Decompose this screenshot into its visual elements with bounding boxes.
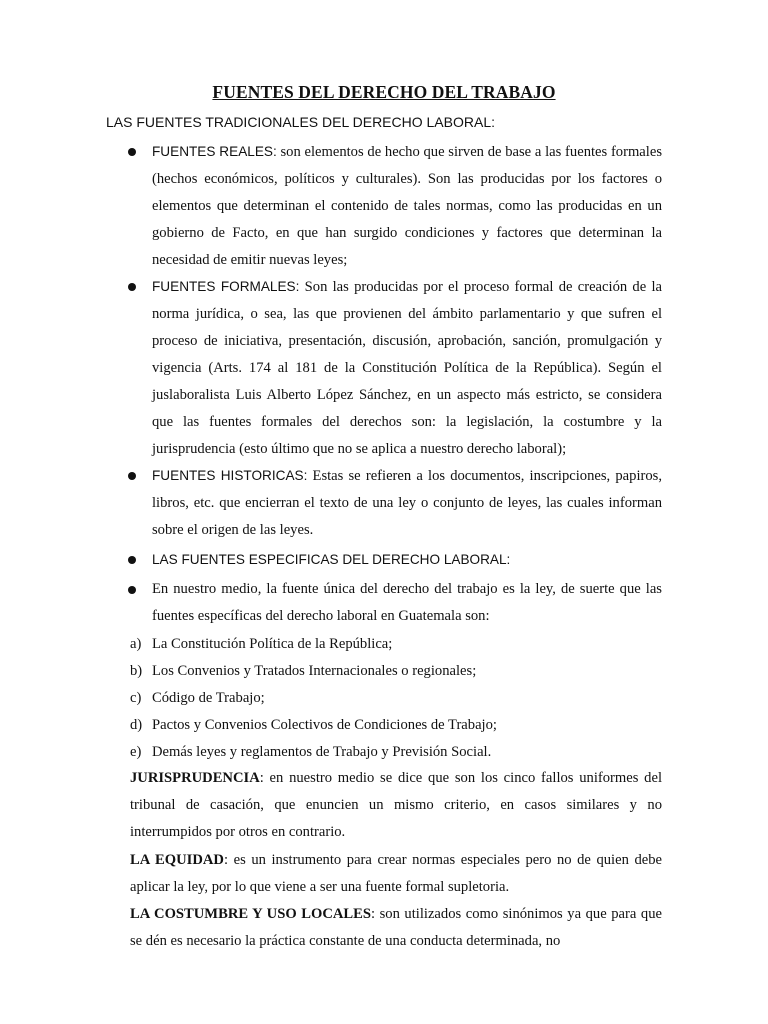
paragraph-equidad [130,847,662,901]
enum-letter: e) [130,744,142,760]
section-subheading: LAS FUENTES TRADICIONALES DEL DERECHO LABORAL: [106,114,495,130]
enum-letter: c) [130,690,142,706]
list-item-fuentes-reales [152,138,662,274]
enum-item-text: Los Convenios y Tratados Internacionales o regionales; [152,663,477,679]
page-title: FUENTES DEL DERECHO DEL TRABAJO [212,82,556,102]
list-item-label: LAS FUENTES ESPECIFICAS DEL DERECHO LABORAL: [152,552,511,567]
list-item-fuentes-historicas [152,462,662,544]
enum-item-text: La Constitución Política de la República; [152,636,393,652]
list-item-text: En nuestro medio, la fuente única del derecho del trabajo es la ley, de suerte que las fuentes específicas del derecho laboral en Guatemala son: [152,581,662,624]
paragraph-text: : son utilizados como sinónimos ya que para que se dén es necesario la práctica constante de una conducta determinada, no [130,906,662,949]
bullet-icon [128,148,136,156]
list-item-label: FUENTES HISTORICAS: [152,468,308,483]
list-item-label: FUENTES FORMALES: [152,279,300,294]
paragraph-text: : en nuestro medio se dice que son los cinco fallos uniformes del tribunal de casación, que enuncien un mismo criterio, en casos similares y no interrumpidos por otros en contrario. [130,770,662,840]
enum-item-text: Demás leyes y reglamentos de Trabajo y Previsión Social. [152,744,492,760]
enum-item-text: Pactos y Convenios Colectivos de Condiciones de Trabajo; [152,717,497,733]
list-item-text: Son las producidas por el proceso formal de creación de la norma jurídica, o sea, las que provienen del ámbito parlamentario y que sufren el proceso de iniciativa, presentación, discusión, aprobación, sanción, promulgación y vigencia (Arts. 174 al 181 de la Constitución Política de la República). Según el juslaboralista Luis Alberto López Sánchez, en un aspecto más estricto, se considera que las fuentes formales del derechos son: la legislación, la costumbre y la jurisprudencia (esto último que no se aplica a nuestro derecho laboral); [152,279,662,457]
paragraph-costumbre [130,901,662,955]
list-item-nuestro-medio [152,576,662,630]
list-item-fuentes-formales [152,273,662,463]
paragraph-term: LA COSTUMBRE Y USO LOCALES [130,906,371,922]
list-item-fuentes-especificas [152,546,662,574]
enum-letter: a) [130,636,142,652]
bullet-icon [128,556,136,564]
list-item-label: FUENTES REALES: [152,144,277,159]
list-item-text: Estas se refieren a los documentos, inscripciones, papiros, libros, etc. que encierran el texto de una ley o conjunto de leyes, las cuales informan sobre el origen de las leyes. [152,468,662,538]
bullet-icon [128,472,136,480]
list-item-text: son elementos de hecho que sirven de base a las fuentes formales (hechos económicos, políticos y culturales). Son las producidas por los factores o elementos que determinan el contenido de tales normas, como las producidas en un gobierno de Facto, en que han surgido condiciones y factores que determinan la necesidad de emitir nuevas leyes; [152,144,662,268]
bullet-icon [128,586,136,594]
paragraph-jurisprudencia [130,765,662,846]
enum-letter: d) [130,717,143,733]
paragraph-text: : es un instrumento para crear normas especiales pero no de quien debe aplicar la ley, por lo que viene a ser una fuente formal supletoria. [130,852,662,895]
paragraph-term: LA EQUIDAD [130,852,224,868]
paragraph-term: JURISPRUDENCIA [130,770,260,786]
bullet-icon [128,283,136,291]
enum-item-text: Código de Trabajo; [152,690,265,706]
enum-letter: b) [130,663,143,679]
